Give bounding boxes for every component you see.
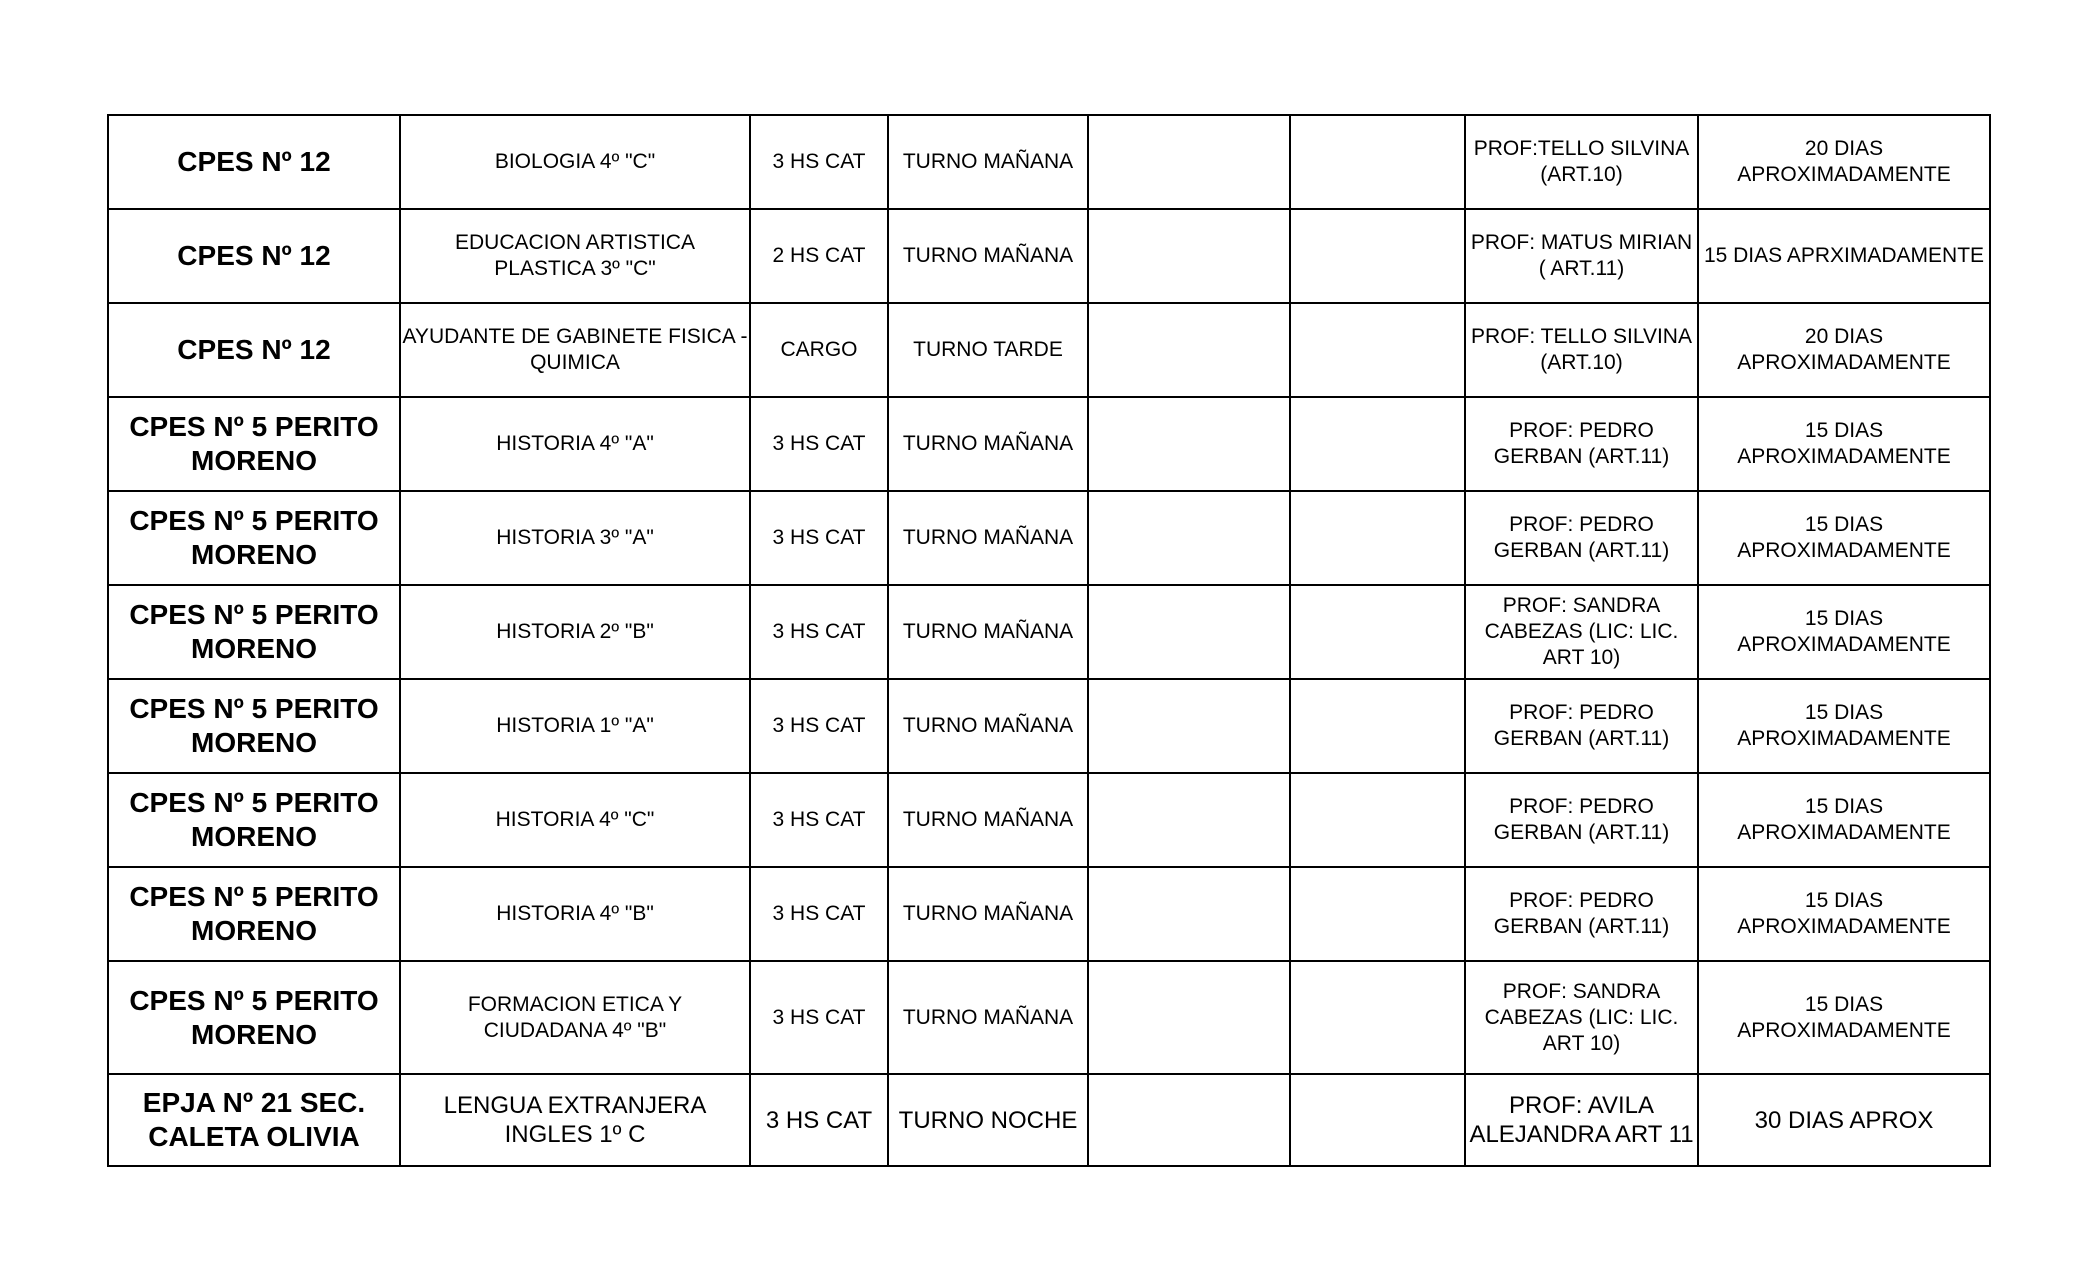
duration-cell: 15 DIAS APROXIMADAMENTE (1698, 961, 1990, 1074)
vacancies-table (107, 114, 1991, 1167)
hours-cell: 3 HS CAT (750, 585, 888, 679)
empty-cell (1290, 961, 1465, 1074)
duration-cell: 15 DIAS APROXIMADAMENTE (1698, 585, 1990, 679)
school-cell: EPJA Nº 21 SEC. CALETA OLIVIA (108, 1074, 400, 1166)
duration-cell: 20 DIAS APROXIMADAMENTE (1698, 115, 1990, 209)
empty-cell (1290, 115, 1465, 209)
hours-cell: 3 HS CAT (750, 867, 888, 961)
empty-cell (1290, 867, 1465, 961)
empty-cell (1290, 209, 1465, 303)
subject-cell: HISTORIA 3º "A" (400, 491, 750, 585)
table-row (108, 209, 1990, 303)
empty-cell (1088, 679, 1290, 773)
empty-cell (1088, 397, 1290, 491)
hours-cell: 3 HS CAT (750, 961, 888, 1074)
subject-cell: LENGUA EXTRANJERA INGLES 1º C (400, 1074, 750, 1166)
school-cell: CPES Nº 5 PERITO MORENO (108, 961, 400, 1074)
shift-cell: TURNO TARDE (888, 303, 1088, 397)
empty-cell (1290, 679, 1465, 773)
hours-cell: 3 HS CAT (750, 1074, 888, 1166)
subject-cell: HISTORIA 4º "A" (400, 397, 750, 491)
hours-cell: 3 HS CAT (750, 491, 888, 585)
teacher-cell: PROF: SANDRA CABEZAS (LIC: LIC. ART 10) (1465, 961, 1698, 1074)
teacher-cell: PROF: PEDRO GERBAN (ART.11) (1465, 867, 1698, 961)
table-row (108, 679, 1990, 773)
empty-cell (1290, 585, 1465, 679)
subject-cell: FORMACION ETICA Y CIUDADANA 4º "B" (400, 961, 750, 1074)
hours-cell: 3 HS CAT (750, 773, 888, 867)
shift-cell: TURNO MAÑANA (888, 773, 1088, 867)
table-row (108, 491, 1990, 585)
table-row (108, 397, 1990, 491)
empty-cell (1290, 773, 1465, 867)
empty-cell (1290, 491, 1465, 585)
empty-cell (1088, 209, 1290, 303)
school-cell: CPES Nº 5 PERITO MORENO (108, 867, 400, 961)
empty-cell (1088, 961, 1290, 1074)
school-cell: CPES Nº 5 PERITO MORENO (108, 397, 400, 491)
shift-cell: TURNO MAÑANA (888, 679, 1088, 773)
hours-cell: 2 HS CAT (750, 209, 888, 303)
duration-cell: 15 DIAS APROXIMADAMENTE (1698, 679, 1990, 773)
shift-cell: TURNO MAÑANA (888, 397, 1088, 491)
shift-cell: TURNO NOCHE (888, 1074, 1088, 1166)
table-row (108, 303, 1990, 397)
hours-cell: CARGO (750, 303, 888, 397)
teacher-cell: PROF: PEDRO GERBAN (ART.11) (1465, 397, 1698, 491)
empty-cell (1290, 397, 1465, 491)
duration-cell: 15 DIAS APRXIMADAMENTE (1698, 209, 1990, 303)
hours-cell: 3 HS CAT (750, 397, 888, 491)
subject-cell: BIOLOGIA 4º "C" (400, 115, 750, 209)
teacher-cell: PROF: SANDRA CABEZAS (LIC: LIC. ART 10) (1465, 585, 1698, 679)
duration-cell: 15 DIAS APROXIMADAMENTE (1698, 397, 1990, 491)
subject-cell: AYUDANTE DE GABINETE FISICA - QUIMICA (400, 303, 750, 397)
shift-cell: TURNO MAÑANA (888, 209, 1088, 303)
table-row (108, 585, 1990, 679)
duration-cell: 15 DIAS APROXIMADAMENTE (1698, 867, 1990, 961)
shift-cell: TURNO MAÑANA (888, 491, 1088, 585)
empty-cell (1088, 773, 1290, 867)
subject-cell: HISTORIA 4º "B" (400, 867, 750, 961)
empty-cell (1088, 1074, 1290, 1166)
empty-cell (1088, 491, 1290, 585)
school-cell: CPES Nº 12 (108, 115, 400, 209)
empty-cell (1088, 585, 1290, 679)
shift-cell: TURNO MAÑANA (888, 961, 1088, 1074)
empty-cell (1088, 303, 1290, 397)
teacher-cell: PROF: MATUS MIRIAN ( ART.11) (1465, 209, 1698, 303)
subject-cell: HISTORIA 4º "C" (400, 773, 750, 867)
table-row (108, 115, 1990, 209)
subject-cell: HISTORIA 1º "A" (400, 679, 750, 773)
shift-cell: TURNO MAÑANA (888, 115, 1088, 209)
table-row (108, 1074, 1990, 1166)
school-cell: CPES Nº 5 PERITO MORENO (108, 773, 400, 867)
hours-cell: 3 HS CAT (750, 679, 888, 773)
shift-cell: TURNO MAÑANA (888, 585, 1088, 679)
teacher-cell: PROF: PEDRO GERBAN (ART.11) (1465, 679, 1698, 773)
duration-cell: 15 DIAS APROXIMADAMENTE (1698, 491, 1990, 585)
table-row (108, 867, 1990, 961)
teacher-cell: PROF: PEDRO GERBAN (ART.11) (1465, 491, 1698, 585)
subject-cell: EDUCACION ARTISTICA PLASTICA 3º "C" (400, 209, 750, 303)
duration-cell: 15 DIAS APROXIMADAMENTE (1698, 773, 1990, 867)
teacher-cell: PROF: TELLO SILVINA (ART.10) (1465, 303, 1698, 397)
school-cell: CPES Nº 12 (108, 303, 400, 397)
hours-cell: 3 HS CAT (750, 115, 888, 209)
school-cell: CPES Nº 5 PERITO MORENO (108, 585, 400, 679)
empty-cell (1088, 867, 1290, 961)
table-row (108, 961, 1990, 1074)
duration-cell: 30 DIAS APROX (1698, 1074, 1990, 1166)
teacher-cell: PROF: AVILA ALEJANDRA ART 11 (1465, 1074, 1698, 1166)
empty-cell (1290, 303, 1465, 397)
subject-cell: HISTORIA 2º "B" (400, 585, 750, 679)
teacher-cell: PROF: PEDRO GERBAN (ART.11) (1465, 773, 1698, 867)
shift-cell: TURNO MAÑANA (888, 867, 1088, 961)
duration-cell: 20 DIAS APROXIMADAMENTE (1698, 303, 1990, 397)
teacher-cell: PROF:TELLO SILVINA (ART.10) (1465, 115, 1698, 209)
table-row (108, 773, 1990, 867)
school-cell: CPES Nº 5 PERITO MORENO (108, 491, 400, 585)
school-cell: CPES Nº 12 (108, 209, 400, 303)
table-body (108, 115, 1990, 1166)
empty-cell (1088, 115, 1290, 209)
school-cell: CPES Nº 5 PERITO MORENO (108, 679, 400, 773)
empty-cell (1290, 1074, 1465, 1166)
